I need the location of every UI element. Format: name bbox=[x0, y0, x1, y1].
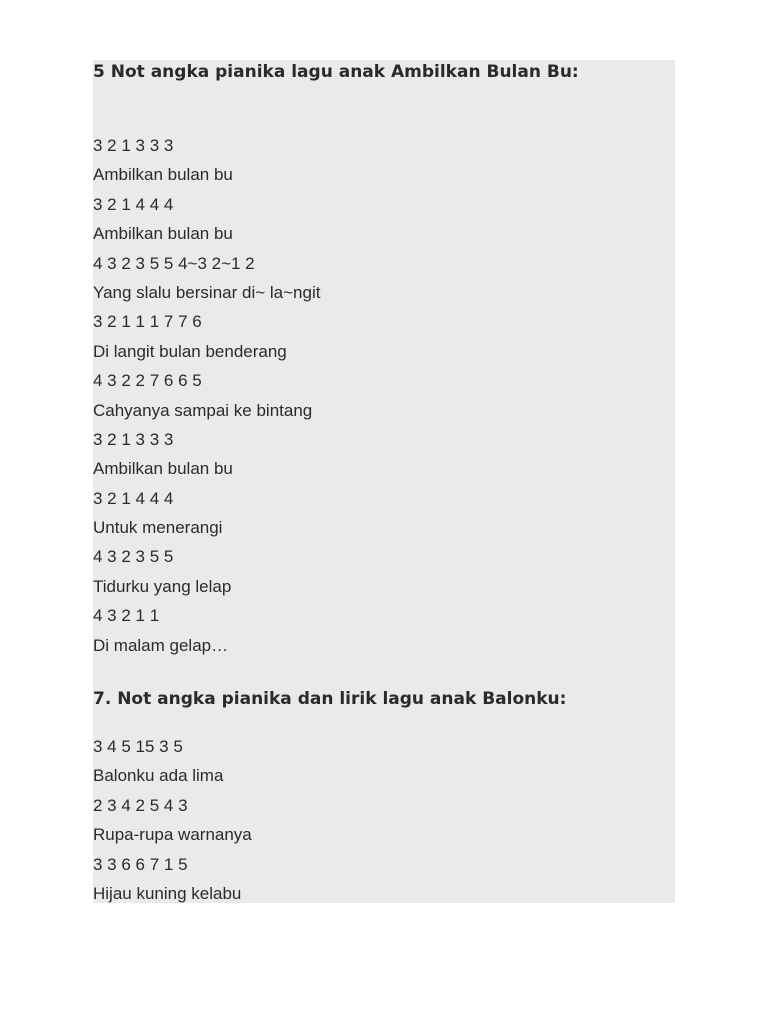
song2-title: 7. Not angka pianika dan lirik lagu anak Balonku: bbox=[93, 689, 567, 709]
song1-title: 5 Not angka pianika lagu anak Ambilkan Bulan Bu: bbox=[93, 62, 579, 82]
lyric-line: Cahyanya sampai ke bintang bbox=[93, 400, 313, 420]
lyric-line: Balonku ada lima bbox=[93, 766, 224, 786]
lyric-line: Di langit bulan benderang bbox=[93, 341, 287, 361]
notation-line: 3 2 1 3 3 3 bbox=[93, 429, 174, 449]
notation-line: 4 3 2 3 5 5 4~3 2~1 2 bbox=[93, 253, 255, 273]
lyric-line: Untuk menerangi bbox=[93, 518, 223, 538]
lyric-line: Ambilkan bulan bu bbox=[93, 165, 233, 185]
notation-line: 4 3 2 1 1 bbox=[93, 606, 160, 626]
notation-line: 4 3 2 2 7 6 6 5 bbox=[93, 371, 202, 391]
notation-line: 3 2 1 3 3 3 bbox=[93, 136, 174, 155]
song1-lines bbox=[93, 131, 320, 660]
notation-line: 3 4 5 15 3 5 bbox=[93, 737, 183, 756]
lyric-line: Yang slalu bersinar di~ la~ngit bbox=[93, 282, 321, 302]
lyric-line: Rupa-rupa warnanya bbox=[93, 825, 252, 845]
lyric-line: Hijau kuning kelabu bbox=[93, 883, 242, 903]
notation-line: 3 2 1 1 1 7 7 6 bbox=[93, 312, 202, 332]
notation-line: 3 3 6 6 7 1 5 bbox=[93, 854, 188, 874]
notation-line: 3 2 1 4 4 4 bbox=[93, 488, 174, 508]
notation-line: 2 3 4 2 5 4 3 bbox=[93, 795, 188, 815]
lyric-line: Tidurku yang lelap bbox=[93, 576, 232, 596]
lyric-line: Ambilkan bulan bu bbox=[93, 224, 233, 244]
notation-line: 3 2 1 4 4 4 bbox=[93, 194, 174, 214]
notation-line: 4 3 2 3 5 5 bbox=[93, 547, 174, 567]
lyric-line: Di malam gelap… bbox=[93, 635, 229, 655]
lyric-line: Ambilkan bulan bu bbox=[93, 459, 233, 479]
song2-lines bbox=[93, 732, 252, 908]
